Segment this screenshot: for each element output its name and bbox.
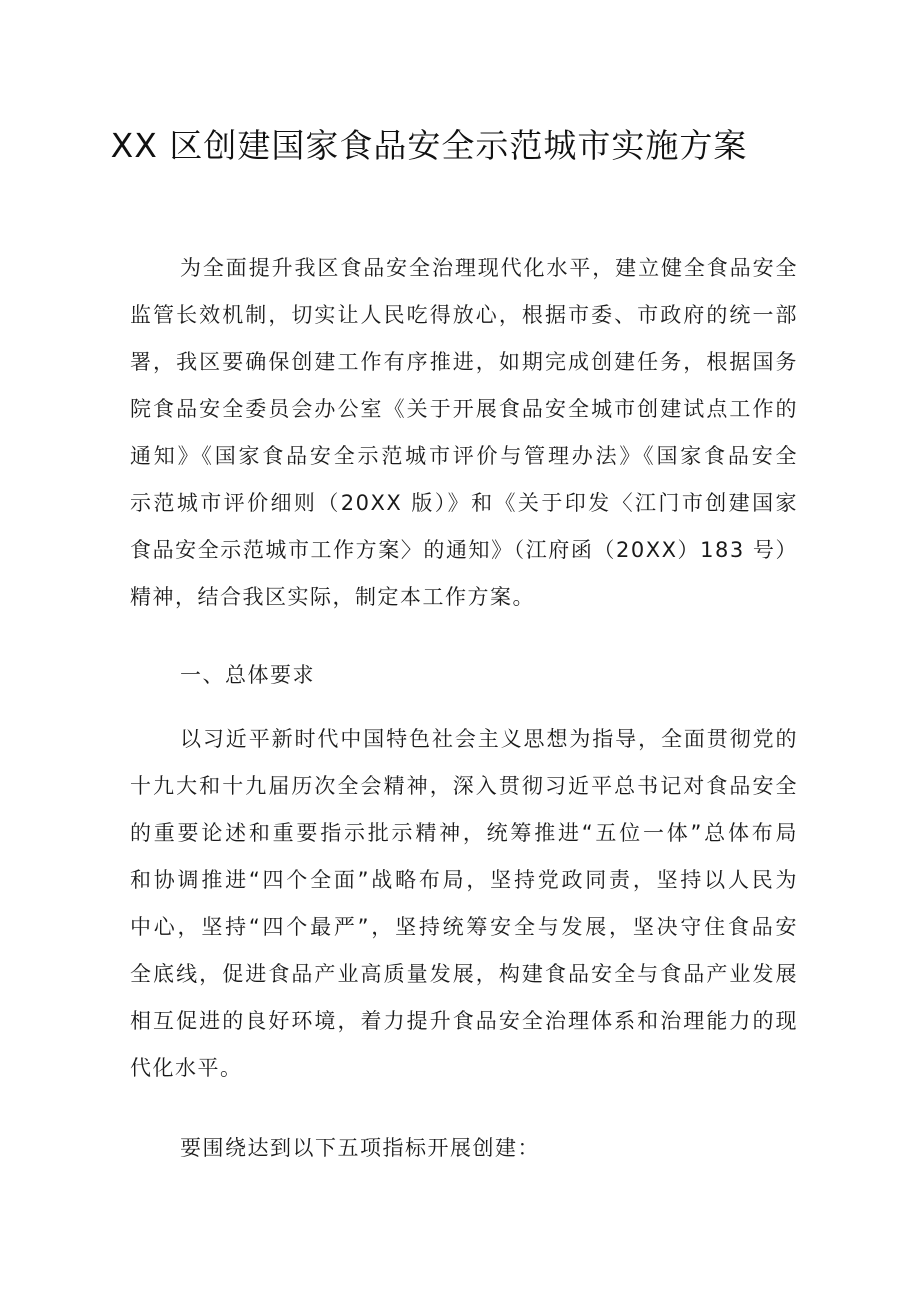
paragraph-line: 院食品安全委员会办公室《关于开展食品安全城市创建试点工作的 bbox=[130, 397, 798, 421]
paragraph-line: 以习近平新时代中国特色社会主义思想为指导，全面贯彻党的 bbox=[180, 727, 798, 751]
document-title: XX 区创建国家食品安全示范城市实施方案 bbox=[110, 126, 748, 165]
paragraph-line: 全底线，促进食品产业高质量发展，构建食品安全与食品产业发展 bbox=[130, 962, 798, 986]
paragraph-line: 示范城市评价细则（20XX 版）》和《关于印发〈江门市创建国家 bbox=[130, 491, 798, 515]
paragraph-line: 精神，结合我区实际，制定本工作方案。 bbox=[130, 585, 535, 609]
paragraph-line: 中心，坚持“四个最严”，坚持统筹安全与发展，坚决守住食品安 bbox=[130, 915, 798, 939]
section-heading-text: 一、总体要求 bbox=[180, 663, 315, 687]
intro-paragraph bbox=[130, 245, 798, 621]
paragraph-line: 监管长效机制，切实让人民吃得放心，根据市委、市政府的统一部 bbox=[130, 303, 798, 327]
paragraph-line: 的重要论述和重要指示批示精神，统筹推进“五位一体”总体布局 bbox=[130, 821, 798, 845]
paragraph-line: 十九大和十九届历次全会精神，深入贯彻习近平总书记对食品安全 bbox=[130, 774, 798, 798]
paragraph-line: 为全面提升我区食品安全治理现代化水平，建立健全食品安全 bbox=[180, 256, 798, 280]
section-heading bbox=[130, 652, 798, 699]
paragraph-line: 代化水平。 bbox=[130, 1056, 243, 1080]
paragraph-line: 和协调推进“四个全面”战略布局，坚持党政同责，坚持以人民为 bbox=[130, 868, 798, 892]
paragraph-line: 要围绕达到以下五项指标开展创建： bbox=[180, 1136, 540, 1160]
closing-paragraph bbox=[130, 1125, 798, 1172]
paragraph-line: 署，我区要确保创建工作有序推进，如期完成创建任务，根据国务 bbox=[130, 350, 798, 374]
section-body-paragraph bbox=[130, 716, 798, 1092]
paragraph-line: 相互促进的良好环境，着力提升食品安全治理体系和治理能力的现 bbox=[130, 1009, 798, 1033]
paragraph-line: 食品安全示范城市工作方案〉的通知》（江府函（20XX）183 号） bbox=[130, 538, 798, 562]
paragraph-line: 通知》《国家食品安全示范城市评价与管理办法》《国家食品安全 bbox=[130, 444, 798, 468]
